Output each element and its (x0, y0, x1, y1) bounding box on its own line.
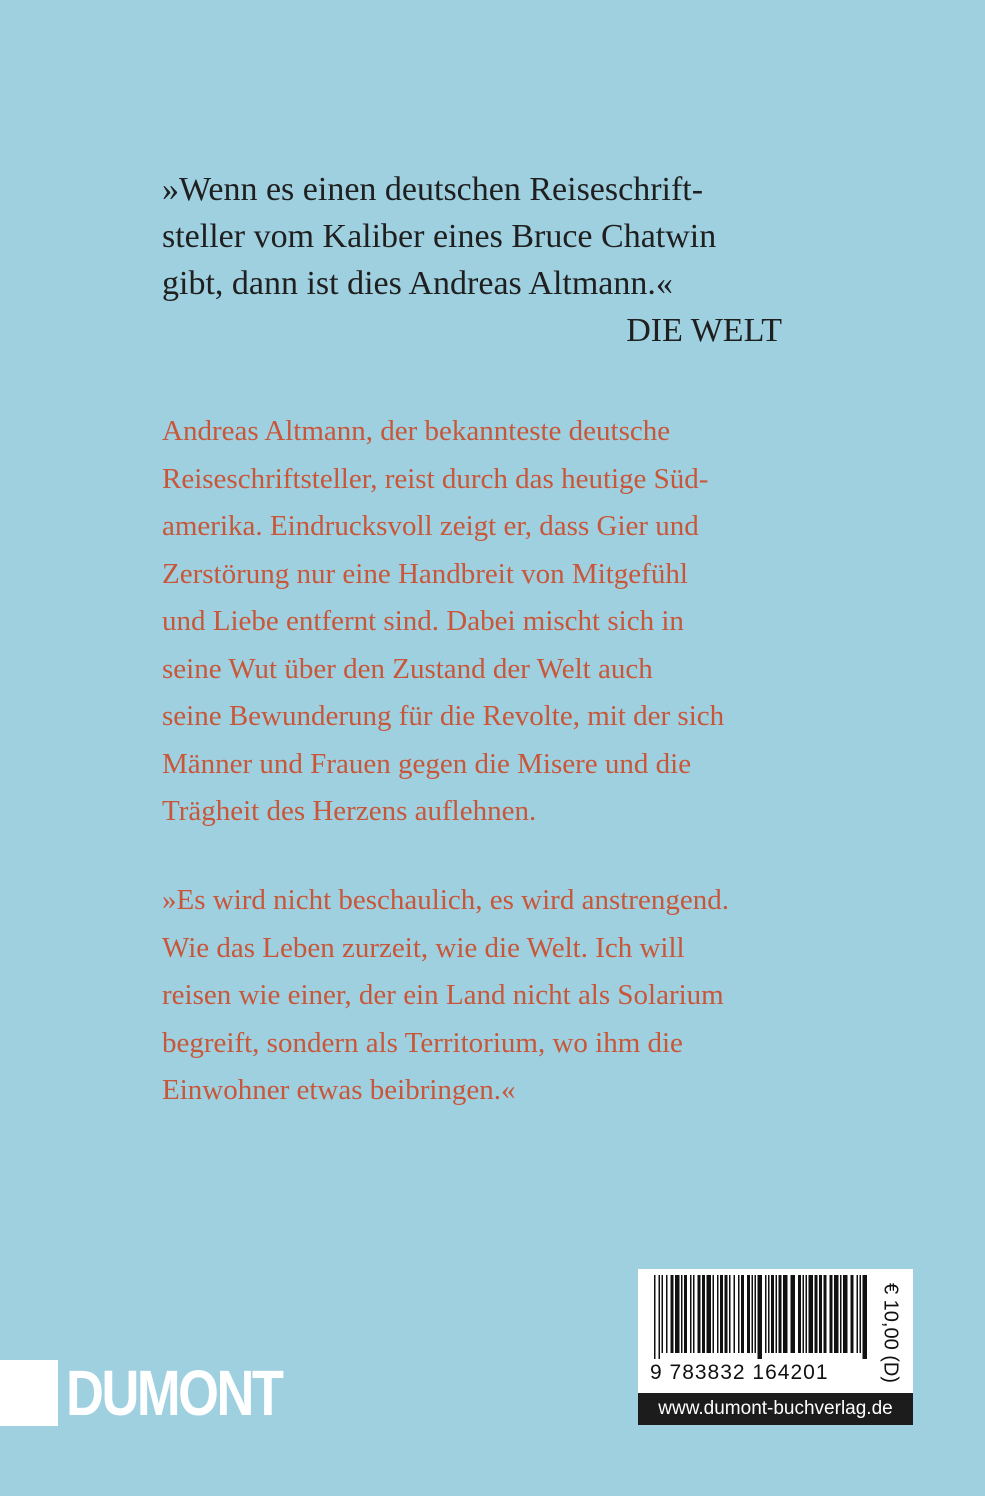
barcode-bar (659, 1275, 661, 1359)
book-blurb (162, 408, 762, 836)
blurb-line: Männer und Frauen gegen die Misere und die (162, 747, 692, 780)
barcode-bar (738, 1275, 740, 1353)
barcode-bar (741, 1275, 744, 1353)
price-label (874, 1279, 906, 1387)
publisher-url: www.dumont-buchverlag.de (638, 1393, 913, 1425)
barcode-bar (755, 1275, 757, 1353)
barcode-bar (702, 1275, 705, 1353)
review-quote-line: steller vom Kaliber eines Bruce Chatwin (162, 218, 717, 255)
barcode-bar (693, 1275, 695, 1353)
barcode-bar (791, 1275, 796, 1353)
barcode-bar (840, 1275, 842, 1353)
publisher-logo (0, 1357, 329, 1429)
blurb-line: amerika. Eindrucksvoll zeigt er, dass Gier und (162, 510, 699, 542)
barcode-bar (698, 1275, 701, 1353)
barcode-bar (830, 1275, 833, 1353)
blurb-line: seine Wut über den Zustand der Welt auch (162, 652, 653, 685)
barcode-bar (725, 1275, 728, 1353)
barcode-bar (713, 1275, 715, 1353)
barcode-bar (860, 1275, 862, 1353)
barcode-bar (834, 1275, 839, 1353)
barcode-bar (765, 1275, 767, 1353)
author-quote-line: »Es wird nicht beschaulich, es wird anstrengend. (162, 884, 729, 916)
barcode-bar (779, 1275, 782, 1353)
barcode-bar (776, 1275, 778, 1353)
barcode-bar (783, 1275, 788, 1353)
price-text: € 10,00 (D) (879, 1282, 902, 1384)
barcode-bar (654, 1275, 656, 1359)
logo-wordmark: DUMONT (66, 1357, 282, 1429)
barcode-bar (671, 1275, 674, 1353)
author-quote-line: reisen wie einer, der ein Land nicht als Solarium (162, 979, 724, 1011)
barcode-bar (729, 1275, 731, 1353)
barcode-bar (809, 1275, 814, 1353)
barcode-bar (843, 1275, 848, 1353)
barcode-bar (803, 1275, 805, 1353)
barcode-bar (768, 1275, 770, 1353)
blurb-line: Andreas Altmann, der bekannteste deutsche (162, 415, 671, 447)
barcode-bar (758, 1275, 763, 1359)
isbn-number: 9 783832 164201 (650, 1361, 829, 1384)
author-quote-line: Einwohner etwas beibringen.« (162, 1074, 516, 1106)
author-quote-line: Wie das Leben zurzeit, wie die Welt. Ich will (162, 931, 685, 964)
barcode-bar (824, 1275, 827, 1353)
barcode-bar (690, 1275, 692, 1353)
review-quote-line: »Wenn es einen deutschen Reiseschrift- (162, 171, 704, 208)
blurb-line: und Liebe entfernt sind. Dabei mischt sich in (162, 605, 684, 637)
barcode-bar (681, 1275, 683, 1353)
barcode-bar (752, 1275, 754, 1353)
blurb-line: Reiseschriftsteller, reist durch das heutige Süd- (162, 462, 709, 495)
review-quote (162, 166, 802, 354)
barcode-bar (675, 1275, 680, 1353)
barcode-bar (717, 1275, 719, 1353)
author-quote-line: begreift, sondern als Territorium, wo ihm die (162, 1026, 683, 1059)
barcode-bar (798, 1275, 801, 1353)
author-quote (162, 877, 782, 1115)
blurb-line: Zerstörung nur eine Handbreit von Mitgefühl (162, 557, 688, 590)
barcode-bar (851, 1275, 854, 1353)
barcode-bar (857, 1275, 859, 1353)
barcode-panel (638, 1269, 913, 1393)
barcode-bar (806, 1275, 808, 1353)
barcode-bar (684, 1275, 687, 1353)
barcode-bar (666, 1275, 668, 1353)
review-source: DIE WELT (626, 312, 782, 349)
barcode-bar (819, 1275, 822, 1353)
barcode-bar (734, 1275, 736, 1353)
barcode-bar (815, 1275, 818, 1353)
barcode-bar (707, 1275, 712, 1353)
barcode-bar (863, 1275, 868, 1359)
barcode-bar (747, 1275, 750, 1353)
barcode-bar (720, 1275, 723, 1353)
blurb-line: Trägheit des Herzens auflehnen. (162, 795, 537, 827)
review-quote-line: gibt, dann ist dies Andreas Altmann.« (162, 265, 673, 302)
blurb-line: seine Bewunderung für die Revolte, mit der sich (162, 700, 725, 732)
logo-bar (0, 1360, 58, 1426)
barcode-bar (662, 1275, 664, 1353)
barcode-bar (771, 1275, 774, 1353)
barcode-image (648, 1275, 870, 1359)
